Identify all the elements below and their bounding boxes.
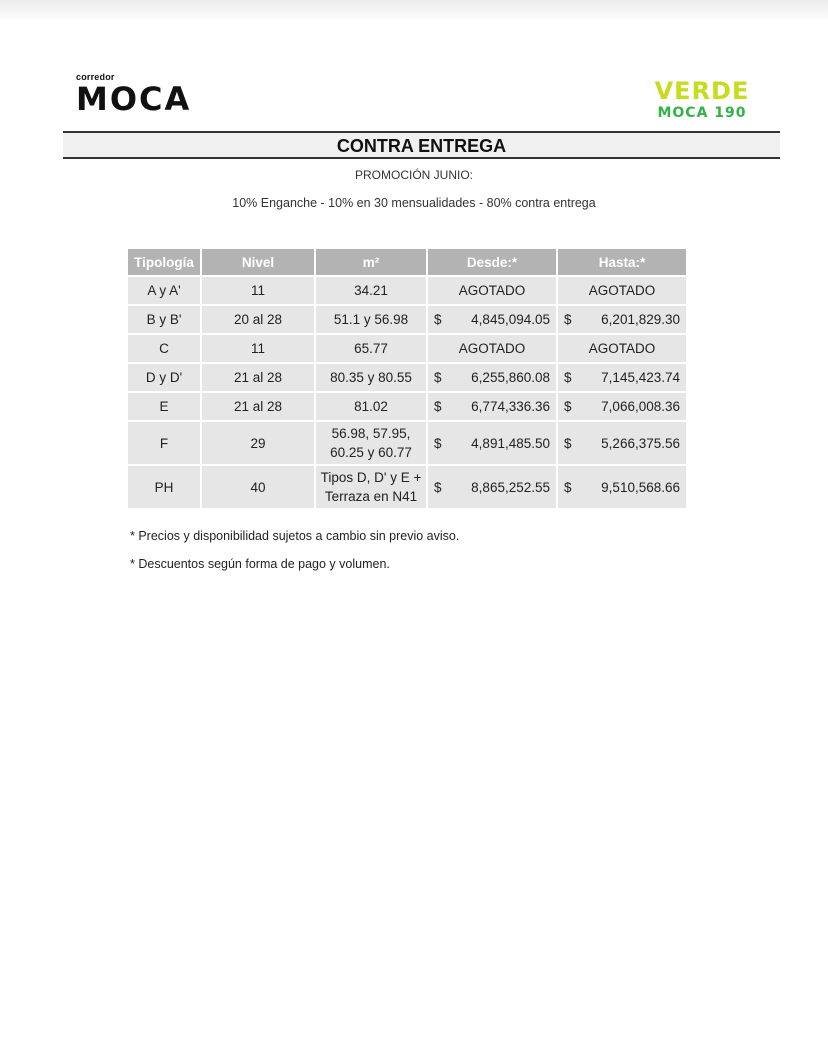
cell-m2: 81.02 (315, 392, 427, 421)
cell-tipologia: C (127, 334, 201, 363)
currency-symbol: $ (564, 435, 572, 451)
cell-hasta (557, 421, 687, 465)
table-row (127, 421, 687, 465)
cell-tipologia: A y A' (127, 276, 201, 305)
hasta-amount: 7,066,008.36 (601, 399, 680, 414)
header-hasta: Hasta:* (557, 248, 687, 276)
header-tipologia: Tipología (127, 248, 201, 276)
cell-tipologia: PH (127, 465, 201, 509)
table-row (127, 305, 687, 334)
table-row (127, 465, 687, 509)
cell-nivel: 21 al 28 (201, 392, 315, 421)
page-title: CONTRA ENTREGA (63, 131, 780, 159)
hasta-amount: 5,266,375.56 (601, 435, 680, 451)
table-row (127, 276, 687, 305)
cell-nivel: 11 (201, 334, 315, 363)
currency-symbol: $ (564, 479, 572, 495)
cell-hasta (557, 392, 687, 421)
cell-desde (427, 421, 557, 465)
footnote-prices: * Precios y disponibilidad sujetos a cambio sin previo aviso. (130, 529, 460, 543)
hasta-amount: 9,510,568.66 (601, 479, 680, 495)
currency-symbol: $ (434, 370, 442, 385)
corredor-moca-logo (76, 72, 192, 118)
cell-tipologia: F (127, 421, 201, 465)
footnote-discounts: * Descuentos según forma de pago y volumen. (130, 557, 390, 571)
verde-logo-text: VERDE (654, 77, 750, 105)
desde-amount: 6,255,860.08 (471, 370, 550, 385)
header-nivel: Nivel (201, 248, 315, 276)
cell-m2: 80.35 y 80.55 (315, 363, 427, 392)
logo-small-text: corredor (76, 72, 115, 82)
top-shade (0, 0, 828, 22)
cell-desde (427, 305, 557, 334)
cell-nivel: 29 (201, 421, 315, 465)
cell-m2: Tipos D, D' y E + Terraza en N41 (315, 465, 427, 509)
cell-tipologia: B y B' (127, 305, 201, 334)
desde-amount: 4,845,094.05 (471, 312, 550, 327)
cell-hasta (557, 465, 687, 509)
logo-big-text: MOCA (76, 80, 192, 118)
verde-moca-logo (650, 78, 754, 122)
hasta-amount: 7,145,423.74 (601, 370, 680, 385)
cell-hasta (557, 363, 687, 392)
payment-terms: 10% Enganche - 10% en 30 mensualidades - 80% contra entrega (232, 196, 596, 210)
table-row (127, 363, 687, 392)
currency-symbol: $ (564, 312, 572, 327)
cell-nivel: 40 (201, 465, 315, 509)
cell-desde: AGOTADO (427, 276, 557, 305)
cell-desde (427, 392, 557, 421)
cell-tipologia: D y D' (127, 363, 201, 392)
desde-amount: 4,891,485.50 (471, 435, 550, 451)
cell-desde (427, 465, 557, 509)
currency-symbol: $ (434, 479, 442, 495)
desde-amount: 8,865,252.55 (471, 479, 550, 495)
promo-subtitle: PROMOCIÓN JUNIO: (354, 168, 473, 182)
price-table (126, 247, 688, 510)
cell-nivel: 21 al 28 (201, 363, 315, 392)
table-row (127, 392, 687, 421)
currency-symbol: $ (564, 370, 572, 385)
footnotes (130, 529, 459, 585)
header-desde: Desde:* (427, 248, 557, 276)
cell-hasta: AGOTADO (557, 276, 687, 305)
table-row (127, 334, 687, 363)
cell-m2: 34.21 (315, 276, 427, 305)
cell-desde: AGOTADO (427, 334, 557, 363)
cell-nivel: 20 al 28 (201, 305, 315, 334)
moca-190-logo-text: MOCA 190 (657, 105, 747, 121)
cell-desde (427, 363, 557, 392)
header-m2: m² (315, 248, 427, 276)
cell-tipologia: E (127, 392, 201, 421)
cell-hasta (557, 305, 687, 334)
cell-m2: 51.1 y 56.98 (315, 305, 427, 334)
hasta-amount: 6,201,829.30 (601, 312, 680, 327)
cell-hasta: AGOTADO (557, 334, 687, 363)
cell-m2: 65.77 (315, 334, 427, 363)
currency-symbol: $ (434, 399, 442, 414)
table-header-row (127, 248, 687, 276)
desde-amount: 6,774,336.36 (471, 399, 550, 414)
cell-nivel: 11 (201, 276, 315, 305)
cell-m2: 56.98, 57.95, 60.25 y 60.77 (315, 421, 427, 465)
currency-symbol: $ (434, 312, 442, 327)
currency-symbol: $ (564, 399, 572, 414)
currency-symbol: $ (434, 435, 442, 451)
